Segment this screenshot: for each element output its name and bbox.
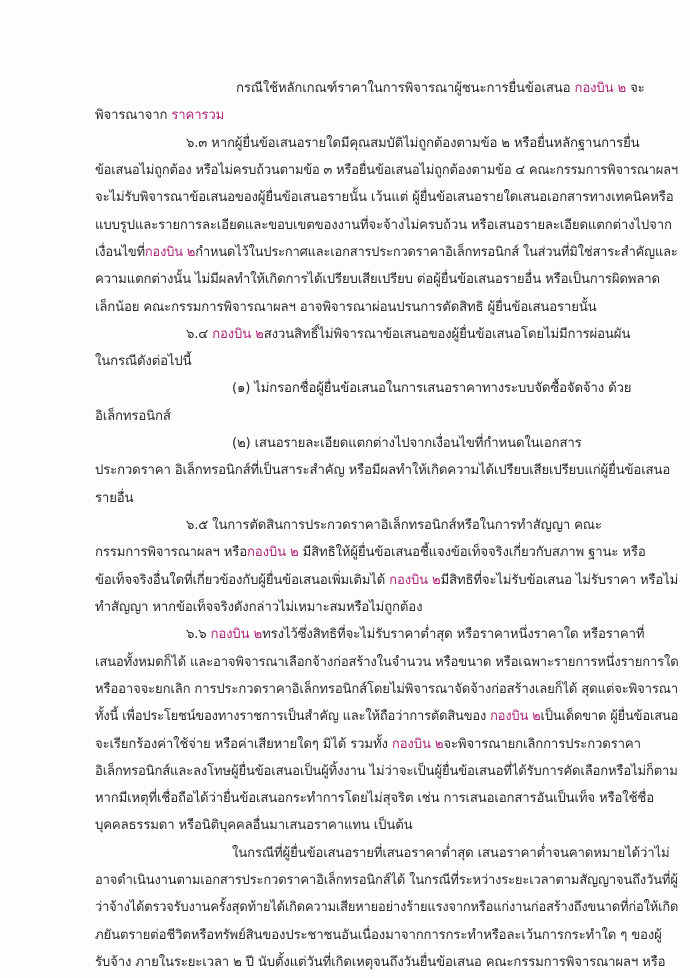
text-line [186, 517, 602, 535]
text-segment: (๑) ไม่กรอกชื่อผู้ยื่นข้อเสนอในการเสนอราคาทางระบบจัดซื้อจัดจ้าง ด้วย [232, 381, 632, 396]
text-line [232, 845, 670, 863]
text-line [95, 271, 660, 289]
text-segment: พิจารณาจาก [95, 108, 172, 123]
text-segment: จะไม่รับพิจารณาข้อเสนอของผู้ยื่นข้อเสนอรายนั้น เว้นแต่ ผู้ยื่นข้อเสนอรายใดเสนอเอกสารทางเทคนิคหรือ [95, 190, 674, 205]
text-line [95, 954, 665, 972]
text-line [95, 462, 670, 480]
text-segment: กรณีใช้หลักเกณฑ์ราคาในการพิจารณาผู้ชนะการยื่นข้อเสนอ [236, 81, 575, 96]
text-line [95, 708, 678, 726]
text-line [186, 326, 630, 344]
text-line [95, 872, 678, 890]
text-segment: สงวนสิทธิ์ไม่พิจารณาข้อเสนอของผู้ยื่นข้อเสนอโดยไม่มีการผ่อนผัน [263, 327, 631, 342]
text-segment: หากมีเหตุที่เชื่อถือได้ว่ายื่นข้อเสนอกระทำการโดยไม่สุจริต เช่น การเสนอเอกสารอันเป็นเท็จ หรือใช้ชื่อ [95, 791, 654, 806]
text-line [95, 654, 679, 672]
text-segment: ๖.๔ [186, 327, 213, 342]
text-segment: (๒) เสนอรายละเอียดแตกต่างไปจากเงื่อนไขที่กำหนดในเอกสาร [232, 436, 582, 451]
text-segment: ทรงไว้ซึ่งสิทธิที่จะไม่รับราคาต่ำสุด หรือราคาหนึ่งราคาใด หรือราคาที่ [262, 627, 645, 642]
text-segment: ภยันตรายต่อชีวิตหรือทรัพย์สินของประชาชนอันเนื่องมาจากการกระทำหรือละเว้นการกระทำใด ๆ ของผู้ [95, 928, 662, 943]
highlighted-text: กองบิน ๒ [210, 627, 263, 642]
text-segment: ความแตกต่างนั้น ไม่มีผลทำให้เกิดการได้เปรียบเสียเปรียบ ต่อผู้ยื่นข้อเสนอรายอื่น หรือเป็นการผิดพลาด [95, 272, 660, 287]
highlighted-text: กองบิน ๒ [389, 573, 441, 588]
text-line [95, 408, 171, 426]
text-line [95, 681, 678, 699]
highlighted-text: กองบิน ๒ [574, 81, 627, 96]
text-line [95, 299, 597, 317]
text-line [232, 380, 631, 398]
text-line [236, 80, 645, 98]
text-line [95, 817, 413, 835]
text-segment: ทำสัญญา หากข้อเท็จจริงดังกล่าวไม่เหมาะสมหรือไม่ถูกต้อง [95, 600, 423, 615]
text-line [232, 435, 582, 453]
text-segment: กำหนดไว้ในประกาศและเอกสารประกวดราคาอิเล็กทรอนิกส์ ในส่วนที่มิใช่สาระสำคัญและ [195, 245, 678, 260]
highlighted-text: กองบิน ๒ [391, 737, 444, 752]
text-line [186, 135, 640, 153]
text-line [95, 244, 678, 262]
text-segment: ประกวดราคา อิเล็กทรอนิกส์ที่เป็นสาระสำคัญ หรือมีผลทำให้เกิดความได้เปรียบเสียเปรียบแก่ผู้ยื่นข้อเสนอ [95, 463, 671, 478]
text-line [95, 162, 678, 180]
text-segment: ว่าจ้างได้ตรวจรับงานครั้งสุดท้ายได้เกิดความเสียหายอย่างร้ายแรงจากหรือแก่งานก่อสร้างถึงขนาดที่ก่อให้เกิด [95, 900, 679, 915]
text-line [186, 626, 644, 644]
text-line [95, 572, 678, 590]
highlighted-text: ราคารวม [171, 108, 225, 123]
text-line [95, 599, 422, 617]
text-segment: ทั้งนี้ เพื่อประโยชน์ของทางราชการเป็นสำคัญ และให้ถือว่าการตัดสินของ [95, 709, 491, 724]
text-segment: เป็นเด็ดขาด ผู้ยื่นข้อเสนอ [540, 709, 679, 724]
text-line [95, 927, 662, 945]
text-line [95, 217, 672, 235]
highlighted-text: กองบิน ๒ [246, 545, 299, 560]
text-segment: กรรมการพิจารณาผลฯ หรือ [95, 545, 247, 560]
text-segment: แบบรูปและรายการละเอียดและขอบเขตของงานที่จะจ้างไม่ครบถ้วน หรือเสนอรายละเอียดแตกต่างไปจาก [95, 218, 672, 233]
highlighted-text: กองบิน ๒ [212, 327, 264, 342]
text-line [95, 107, 224, 125]
text-line [95, 899, 678, 917]
text-segment: อิเล็กทรอนิกส์และลงโทษผู้ยื่นข้อเสนอเป็นผู้ทิ้งงาน ไม่ว่าจะเป็นผู้ยื่นข้อเสนอที่ได้รับการคัดเลือกหรือไม่ก็ตาม [95, 764, 678, 779]
text-segment: ในกรณีที่ผู้ยื่นข้อเสนอรายที่เสนอราคาต่ำสุด เสนอราคาต่ำจนคาดหมายได้ว่าไม่ [232, 846, 670, 861]
text-line [95, 189, 674, 207]
text-line [95, 490, 133, 508]
text-line [95, 353, 191, 371]
text-segment: เงื่อนไขที่ [95, 245, 145, 260]
text-segment: มีสิทธิที่จะไม่รับข้อเสนอ ไม่รับราคา หรือไม่ [440, 573, 679, 588]
text-segment: มีสิทธิให้ผู้ยื่นข้อเสนอชี้แจงข้อเท็จจริงเกี่ยวกับสภาพ ฐานะ หรือ [298, 545, 646, 560]
text-segment: ข้อเสนอไม่ถูกต้อง หรือไม่ครบถ้วนตามข้อ ๓ หรือยื่นข้อเสนอไม่ถูกต้องตามข้อ ๔ คณะกรรมการพิจารณาผลฯ [95, 163, 678, 178]
text-segment: จะ [626, 81, 645, 96]
text-line [95, 736, 641, 754]
text-line [95, 790, 654, 808]
text-segment: อิเล็กทรอนิกส์ [95, 409, 171, 424]
text-segment: จะพิจารณายกเลิกการประกวดราคา [443, 737, 641, 752]
text-segment: ในกรณีดังต่อไปนี้ [95, 354, 192, 369]
text-segment: รายอื่น [95, 491, 134, 506]
text-segment: ๖.๕ ในการตัดสินการประกวดราคาอิเล็กทรอนิกส์หรือในการทำสัญญา คณะ [186, 518, 602, 533]
text-segment: รับจ้าง ภายในระยะเวลา ๒ ปี นับตั้งแต่วันที่เกิดเหตุจนถึงวันยื่นข้อเสนอ คณะกรรมการพิจารณาผลฯ หรือ [95, 955, 666, 970]
text-segment: เสนอทั้งหมดก็ได้ และอาจพิจารณาเลือกจ้างก่อสร้างในจำนวน หรือขนาด หรือเฉพาะรายการหนึ่งรายการใด [95, 655, 679, 670]
highlighted-text: กองบิน ๒ [144, 245, 196, 260]
text-segment: ข้อเท็จจริงอื่นใดที่เกี่ยวข้องกับผู้ยื่นข้อเสนอเพิ่มเติมได้ [95, 573, 390, 588]
text-line [95, 763, 678, 781]
text-segment: หรืออาจจะยกเลิก การประกวดราคาอิเล็กทรอนิกส์โดยไม่พิจารณาจัดจ้างก่อสร้างเลยก็ได้ สุดแต่จะพิจารณา [95, 682, 679, 697]
text-segment: บุคคลธรรมดา หรือนิติบุคคลอื่นมาเสนอราคาแทน เป็นต้น [95, 818, 413, 833]
text-segment: จะเรียกร้องค่าใช้จ่าย หรือค่าเสียหายใดๆ มิได้ รวมทั้ง [95, 737, 392, 752]
highlighted-text: กองบิน ๒ [490, 709, 541, 724]
text-segment: เล็กน้อย คณะกรรมการพิจารณาผลฯ อาจพิจารณาผ่อนปรนการตัดสิทธิ ผู้ยื่นข้อเสนอรายนั้น [95, 300, 597, 315]
text-segment: ๖.๓ หากผู้ยื่นข้อเสนอรายใดมีคุณสมบัติไม่ถูกต้องตามข้อ ๒ หรือยื่นหลักฐานการยื่น [186, 136, 640, 151]
text-line [95, 544, 646, 562]
text-segment: ๖.๖ [186, 627, 211, 642]
text-segment: อาจดำเนินงานตามเอกสารประกวดราคาอิเล็กทรอนิกส์ได้ ในกรณีที่ระหว่างระยะเวลาตามสัญญาจนถึงวันที่ผู้ [95, 873, 678, 888]
